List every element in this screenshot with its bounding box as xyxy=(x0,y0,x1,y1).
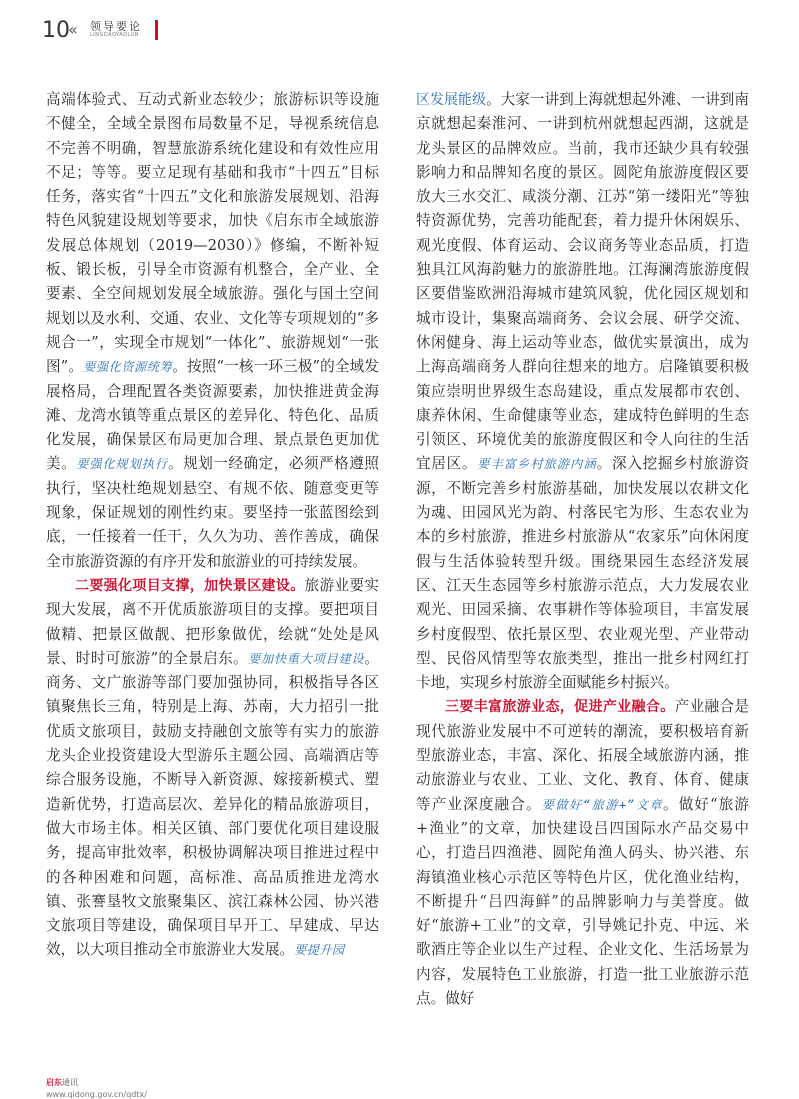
body-text: 。深入挖掘乡村旅游资源，不断完善乡村旅游基础，加快发展以农耕文化为魂、田园风光为韵、村落民宅为形、生态农业为本的乡村旅游，推进乡村旅游从“农家乐”向休闲度假与生活体验转型升级。围绕果园生态经济发展区、江天生态园等乡村旅游示范点，大力发展农业观光、田园采摘、农事耕作等体验项目，丰富发展乡村度假型、依托景区型、农业观光型、产业带动型、民俗风情型等农旅类型，推出一批乡村网红打卡地，实现乡村旅游全面赋能乡村振兴。 xyxy=(416,455,749,692)
section-heading: 二要强化项目支撑，加快景区建设。 xyxy=(75,577,305,594)
paragraph xyxy=(416,695,749,1011)
paragraph xyxy=(46,88,379,574)
column-pinyin: LINGDAOYAOLUN xyxy=(90,32,140,38)
blue-subheading: 要提升园 xyxy=(294,943,345,958)
brand-subtitle: 通讯 xyxy=(62,1078,78,1087)
blue-subheading: 要强化资源统筹 xyxy=(83,360,173,375)
paragraph xyxy=(46,574,379,963)
page-number: 10 xyxy=(42,18,70,43)
body-text: 高端体验式、互动式新业态较少；旅游标识等设施不健全，全域全景图布局数量不足，导视系统信息不完善不明确，智慧旅游系统化建设和有效性应用不足；等等。要立足现有基础和我市“十四五”目标任务，落实省“十四五”文化和旅游发展规划、沿海特色风貌建设规划等要求，加快《启东市全域旅游发展总体规划（2019—2030）》修编，不断补短板、锻长板，引导全市资源有机整合，全产业、全要素、全空间规划发展全域旅游。强化与国土空间规划以及水利、交通、农业、文化等专项规划的“多规合一”，实现全市规划“一体化”、旅游规划“一张图”。 xyxy=(46,91,379,376)
left-column xyxy=(46,88,379,963)
body-text: 。做好“旅游+渔业”的文章，加快建设吕四国际水产品交易中心，打造吕四渔港、圆陀角渔人码头、协兴港、东海镇渔业核心示范区等特色片区，优化渔业结构，不断提升“吕四海鲜”的品牌影响力与美誉度。做好“旅游+工业”的文章，引导姚记扑克、中远、米歌酒庄等企业以生产过程、企业文化、生活场景为内容，发展特色工业旅游，打造一批工业旅游示范点。做好 xyxy=(416,795,749,1007)
page-footer xyxy=(46,1070,147,1099)
page-header xyxy=(38,12,778,52)
paragraph xyxy=(416,88,749,695)
column-title: 领导要论 xyxy=(90,20,142,33)
footer-brand xyxy=(46,1070,147,1089)
blue-subheading: 要丰富乡村旅游内涵 xyxy=(477,457,597,472)
body-text: 产业融合是现代旅游业发展中不可逆转的潮流，要积极培育新型旅游业态，丰富、深化、拓展全域旅游内涵，推动旅游业与农业、工业、文化、教育、体育、健康等产业深度融合。 xyxy=(416,698,749,813)
blue-subheading: 区发展能级 xyxy=(416,92,487,108)
body-text: 。规划一经确定，必须严格遵照执行，坚决杜绝规划悬空、有规不依、随意变更等现象，保证规划的刚性约束。要坚持一张蓝图绘到底，一任接着一任干，久久为功、善作善成，确保全市旅游资源的有序开发和旅游业的可持续发展。 xyxy=(46,455,379,570)
body-text: 旅游业要实现大发展，离不开优质旅游项目的支撑。要把项目做精、把景区做靓、把形象做优，绘就“处处是风景、时时可旅游”的全景启东。 xyxy=(46,576,379,667)
guillemet-icon: « xyxy=(68,20,78,39)
right-column xyxy=(416,88,749,1011)
brand-name: 启东 xyxy=(46,1078,62,1087)
footer-url[interactable]: www.qidong.gov.cn/qdtx/ xyxy=(46,1090,147,1099)
section-heading: 三要丰富旅游业态，促进产业融合。 xyxy=(445,699,675,716)
header-divider xyxy=(155,20,158,40)
blue-subheading: 要强化规划执行 xyxy=(76,457,168,472)
blue-subheading: 要加快重大项目建设 xyxy=(248,651,365,666)
body-text: 。商务、文广旅游等部门要加强协同，积极指导各区镇聚焦长三角，特别是上海、苏南，大力招引一批优质文旅项目，鼓励支持融创文旅等有实力的旅游龙头企业投资建设大型游乐主题公园、高端酒店等综合服务设施，不断导入新资源、嫁接新模式、塑造新优势，打造高层次、差异化的精品旅游项目，做大市场主体。相关区镇、部门要优化项目建设服务，提高审批效率，积极协调解决项目推进过程中的各种困难和问题，高标准、高品质推进龙湾水镇、张謇垦牧文旅聚集区、滨江森林公园、协兴港文旅项目等建设，确保项目早开工、早建成、早达效，以大项目推动全市旅游业大发展。 xyxy=(46,649,379,959)
body-text: 。按照“一核一环三极”的全域发展格局，合理配置各类资源要素，加快推进黄金海滩、龙湾水镇等重点景区的差异化、特色化、品质化发展，确保景区布局更加合理、景点景色更加优美。 xyxy=(46,358,379,473)
body-text: 。大家一讲到上海就想起外滩、一讲到南京就想起秦淮河、一讲到杭州就想起西湖，这就是龙头景区的品牌效应。当前，我市还缺少具有较强影响力和品牌知名度的景区。圆陀角旅游度假区要放大三水交汇、咸淡分潮、江苏“第一缕阳光”等独特资源优势，完善功能配套，着力提升休闲娱乐、观光度假、体育运动、会议商务等业态品质，打造独具江风海韵魅力的旅游胜地。江海澜湾旅游度假区要借鉴欧洲沿海城市建筑风貌，优化园区规划和城市设计，集聚高端商务、会议会展、研学交流、休闲健身、海上运动等业态，做优实景演出，成为上海高端商务人群向往想来的地方。启隆镇要积极策应崇明世界级生态岛建设，重点发展都市农创、康养休闲、生命健康等业态，建成特色鲜明的生态引领区、环境优美的旅游度假区和令人向往的生活宜居区。 xyxy=(416,91,749,473)
blue-subheading: 要做好“旅游+”文章 xyxy=(541,797,663,812)
